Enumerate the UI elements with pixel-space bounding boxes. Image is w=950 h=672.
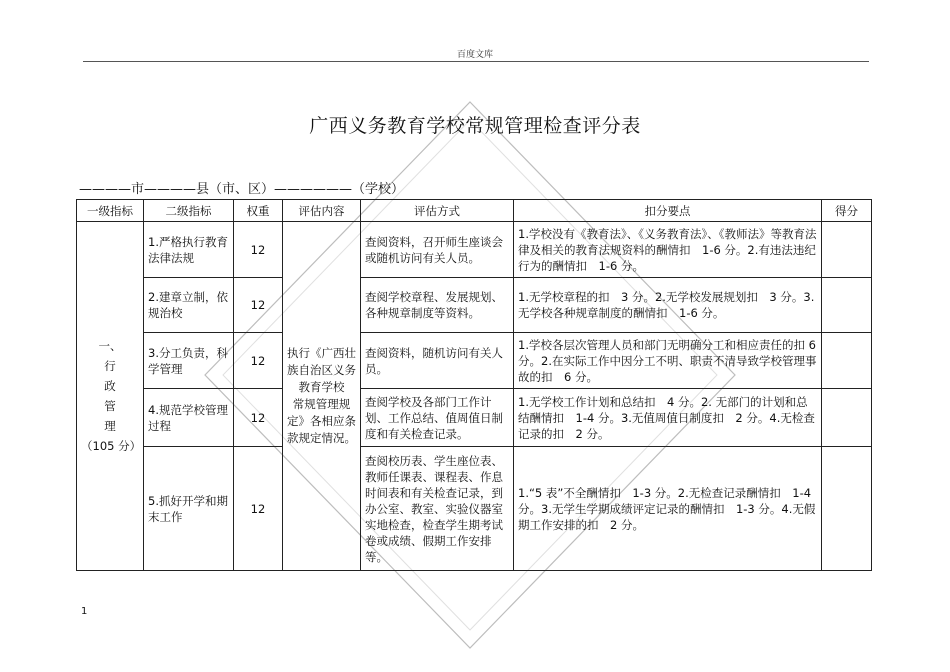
content-cell <box>283 222 361 571</box>
level2-cell: 1.严格执行教育法律法规 <box>144 222 234 278</box>
weight-cell: 12 <box>234 447 283 571</box>
table-row <box>77 222 872 278</box>
weight-cell: 12 <box>234 389 283 447</box>
header-brand: 百度文库 <box>456 50 493 60</box>
table-row <box>77 447 872 571</box>
points-cell: 1.无学校工作计划和总结扣 4 分。2. 无部门的计划和总结酬情扣 1-4 分。3.无值周值日制度扣 2 分。4.无检查记录的扣 2 分。 <box>514 389 822 447</box>
header-level1: 一级指标 <box>77 200 144 222</box>
method-cell: 查阅学校章程、发展规划、各种规章制度等资料。 <box>361 278 514 333</box>
level2-cell: 3.分工负责，科学管理 <box>144 333 234 389</box>
level2-cell: 5.抓好开学和期末工作 <box>144 447 234 571</box>
table-header-row <box>77 200 872 222</box>
evaluation-table <box>76 199 872 571</box>
level1-text: 一、 行 政 管 理 （105 分） <box>81 339 142 453</box>
score-cell[interactable] <box>822 389 872 447</box>
page-number: 1 <box>81 606 88 617</box>
level1-cell <box>77 222 144 571</box>
header-weight: 权重 <box>234 200 283 222</box>
weight-cell: 12 <box>234 333 283 389</box>
points-cell: 1.无学校章程的扣 3 分。2.无学校发展规划扣 3 分。3.无学校各种规章制度的酬情扣 1-6 分。 <box>514 278 822 333</box>
weight-cell: 12 <box>234 278 283 333</box>
header-level2: 二级指标 <box>144 200 234 222</box>
table-row <box>77 389 872 447</box>
header-method: 评估方式 <box>361 200 514 222</box>
header-points: 扣分要点 <box>514 200 822 222</box>
score-cell[interactable] <box>822 333 872 389</box>
score-cell[interactable] <box>822 222 872 278</box>
header-content: 评估内容 <box>283 200 361 222</box>
level2-cell: 4.规范学校管理过程 <box>144 389 234 447</box>
points-cell: 1.“5 表”不全酬情扣 1-3 分。2.无检查记录酬情扣 1-4 分。3.无学生学期成绩评定记录的酬情扣 1-3 分。4.无假期工作安排的扣 2 分。 <box>514 447 822 571</box>
level2-cell: 2.建章立制，依规治校 <box>144 278 234 333</box>
header-score: 得分 <box>822 200 872 222</box>
region-school-line: ————市————县（市、区）——————（学校） <box>79 182 405 197</box>
score-cell[interactable] <box>822 278 872 333</box>
points-cell: 1.学校没有《教育法》、《义务教育法》、《教师法》等教育法律及相关的教育法规资料的酬情扣 1-6 分。2.有违法违纪行为的酬情扣 1-6 分。 <box>514 222 822 278</box>
method-cell: 查阅资料，召开师生座谈会或随机访问有关人员。 <box>361 222 514 278</box>
points-cell: 1.学校各层次管理人员和部门无明确分工和相应责任的扣 6 分。2.在实际工作中因分工不明、职责不清导致学校管理事故的扣 6 分。 <box>514 333 822 389</box>
header-rule <box>83 61 869 62</box>
table-row <box>77 333 872 389</box>
score-cell[interactable] <box>822 447 872 571</box>
weight-cell: 12 <box>234 222 283 278</box>
method-cell: 查阅学校及各部门工作计划、工作总结、值周值日制度和有关检查记录。 <box>361 389 514 447</box>
content-text: 执行《广西壮族自治区义务教育学校 常规管理规定》各相应条款规定情况。 <box>287 346 356 445</box>
table-row <box>77 278 872 333</box>
method-cell: 查阅资料，随机访问有关人员。 <box>361 333 514 389</box>
method-cell: 查阅校历表、学生座位表、教师任课表、课程表、作息时间表和有关检查记录，到办公室、教室、实验仪器室实地检查，检查学生期考试卷或成绩、假期工作安排等。 <box>361 447 514 571</box>
document-title: 广西义务教育学校常规管理检查评分表 <box>309 115 641 137</box>
